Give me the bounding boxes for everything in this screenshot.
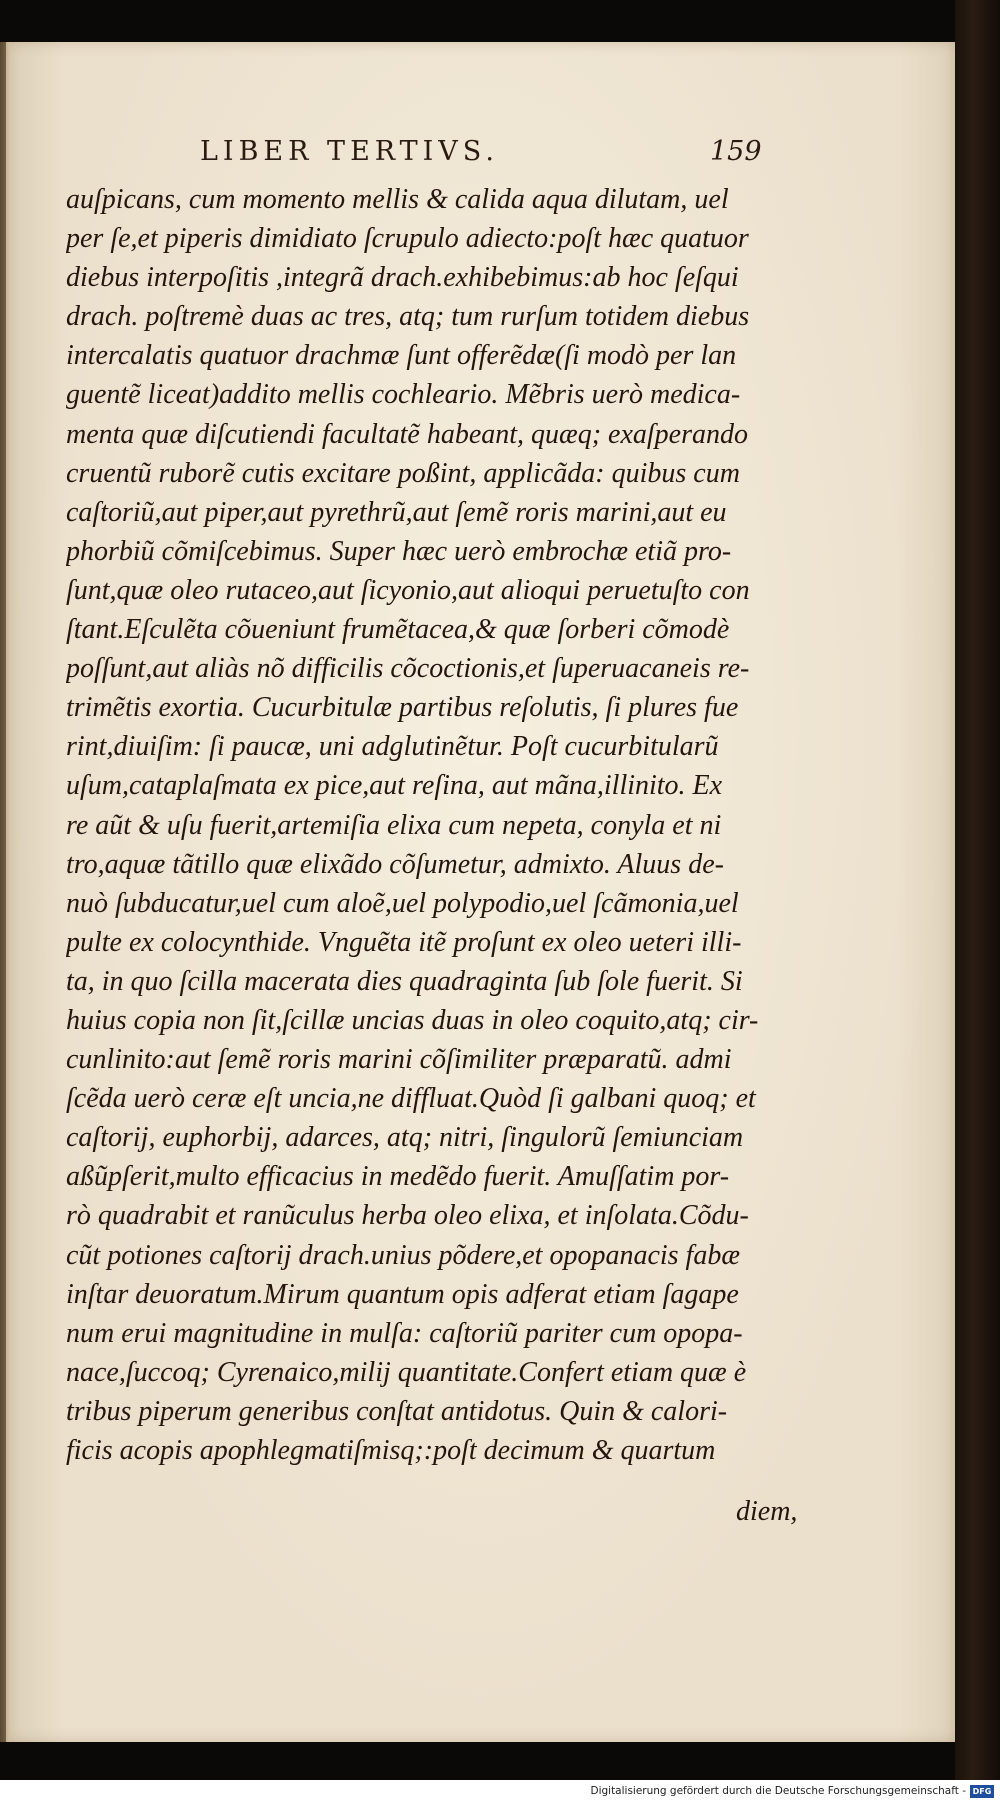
text-line: ſunt,quæ oleo rutaceo,aut ſicyonio,aut alioqui peruetuſto con xyxy=(66,574,750,606)
text-line: pulte ex colocynthide. Vnguẽta itẽ proſunt ex oleo ueteri illi- xyxy=(66,926,742,958)
text-line: inſtar deuoratum.Mirum quantum opis adferat etiam ſagape xyxy=(66,1278,739,1310)
text-line: caſtoriũ,aut piper,aut pyrethrũ,aut ſemẽ roris marini,aut eu xyxy=(66,496,727,528)
text-line: drach. poſtremè duas ac tres, atq; tum rurſum totidem diebus xyxy=(66,301,750,333)
text-line: trimẽtis exortia. Cucurbitulæ partibus reſolutis, ſi plures fue xyxy=(66,692,739,724)
text-line: num erui magnitudine in mulſa: caſtoriũ pariter cum opopa- xyxy=(66,1317,743,1349)
text-line: auſpicans, cum momento mellis & calida aqua dilutam, uel xyxy=(66,184,729,215)
text-line: rint,diuiſim: ſi paucæ, uni adglutinẽtur. Poſt cucurbitularũ xyxy=(66,731,719,763)
text-line: caſtorij, euphorbij, adarces, atq; nitri, ſingulorũ ſemiunciam xyxy=(66,1122,744,1154)
text-line: re aũt & uſu fuerit,artemiſia elixa cum nepeta, conyla et ni xyxy=(66,809,722,841)
text-line: guentẽ liceat)addito mellis cochleario. Mẽbris uerò medica- xyxy=(66,379,741,411)
page-number: 159 xyxy=(710,136,762,167)
text-line: ta, in quo ſcilla macerata dies quadraginta ſub ſole fuerit. Si xyxy=(66,965,743,997)
text-line: nuò ſubducatur,uel cum aloẽ,uel polypodio,uel ſcãmonia,uel xyxy=(66,887,739,919)
text-line: intercalatis quatuor drachmæ ſunt offerẽdæ(ſi modò per lan xyxy=(66,340,737,372)
text-line: phorbiũ cõmiſcebimus. Super hæc uerò embrochæ etiã pro- xyxy=(66,535,732,567)
body-text xyxy=(66,180,806,1470)
text-line: rò quadrabit et ranũculus herba oleo elixa, et inſolata.Cõdu- xyxy=(66,1200,749,1232)
text-line: cũt potiones caſtorij drach.unius põdere,et opopanacis fabæ xyxy=(66,1239,741,1271)
text-line: huius copia non ſit,ſcillæ uncias duas in oleo coquito,atq; cir- xyxy=(66,1004,759,1036)
dfg-logo: DFG xyxy=(970,1785,994,1798)
text-line: tribus piperum generibus conſtat antidotus. Quin & calori- xyxy=(66,1395,728,1427)
page-gutter xyxy=(0,42,10,1742)
footer-bar xyxy=(0,1780,1000,1804)
text-line: ficis acopis apophlegmatiſmisq;:poſt decimum & quartum xyxy=(66,1435,716,1466)
text-line: nace,ſuccoq; Cyrenaico,milij quantitate.Confert etiam quæ è xyxy=(66,1356,747,1388)
book-cover-edge xyxy=(955,0,1000,1780)
text-line: diebus interpoſitis ,integrã drach.exhibebimus:ab hoc ſeſqui xyxy=(66,262,739,294)
catchword: diem, xyxy=(736,1496,798,1527)
text-line: menta quæ diſcutiendi facultatẽ habeant, quæq; exaſperando xyxy=(66,418,748,450)
text-line: poſſunt,aut aliàs nõ difficilis cõcoctionis,et ſuperuacaneis re- xyxy=(66,653,750,685)
text-line: ſcẽda uerò ceræ eſt uncia,ne diffluat.Quòd ſi galbani quoq; et xyxy=(66,1083,756,1115)
text-line: tro,aquæ tãtillo quæ elixãdo cõſumetur, admixto. Aluus de- xyxy=(66,848,724,880)
text-line: uſum,cataplaſmata ex pice,aut reſina, aut mãna,illinito. Ex xyxy=(66,770,723,802)
text-line: per ſe,et piperis dimidiato ſcrupulo adiecto:poſt hæc quatuor xyxy=(66,223,749,255)
funding-credit: Digitalisierung gefördert durch die Deutsche Forschungsgemeinschaft - xyxy=(590,1785,966,1797)
text-line: ſtant.Eſculẽta cõueniunt frumẽtacea,& quæ ſorberi cõmodè xyxy=(66,614,730,646)
text-line: cruentũ ruborẽ cutis excitare poßint, applicãda: quibus cum xyxy=(66,457,740,489)
running-title: LIBER TERTIVS. xyxy=(200,136,499,167)
text-line: aßũpſerit,multo efficacius in medẽdo fuerit. Amuſſatim por- xyxy=(66,1161,730,1193)
text-line: cunlinito:aut ſemẽ roris marini cõſimiliter præparatũ. admi xyxy=(66,1044,732,1076)
page-header xyxy=(200,136,800,176)
